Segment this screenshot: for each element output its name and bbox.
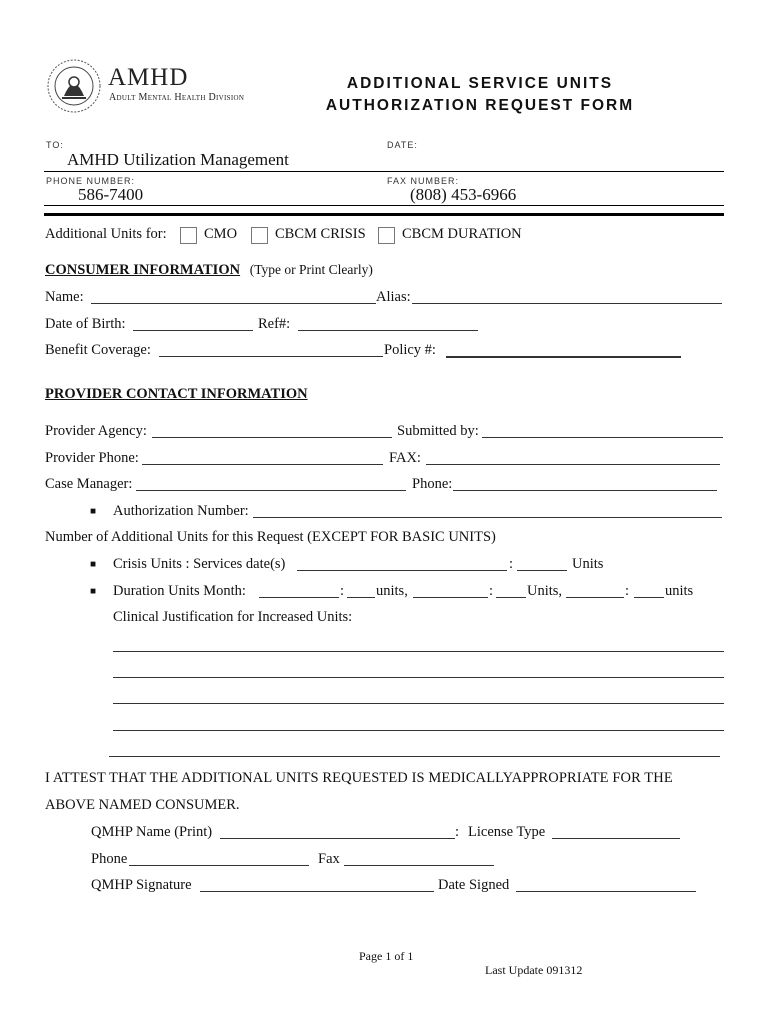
form-title-line1: ADDITIONAL SERVICE UNITS xyxy=(346,75,614,92)
case-manager-label: Case Manager: xyxy=(45,476,133,492)
divider-thick xyxy=(44,213,724,216)
qmhp-phone-label: Phone xyxy=(91,851,128,867)
cbcm-duration-checkbox[interactable] xyxy=(378,227,395,244)
provider-fax-label: FAX: xyxy=(389,450,421,466)
cmo-checkbox[interactable] xyxy=(180,227,197,244)
provider-info-heading: PROVIDER CONTACT INFORMATION xyxy=(45,386,308,402)
last-update: Last Update 091312 xyxy=(485,963,583,977)
policy-label: Policy #: xyxy=(384,342,436,358)
authorization-number-field[interactable] xyxy=(253,517,722,518)
colon: : xyxy=(455,824,460,840)
bullet-icon: ■ xyxy=(90,506,97,517)
benefit-label: Benefit Coverage: xyxy=(45,342,151,358)
logo-title: AMHD xyxy=(108,64,189,91)
date-signed-field[interactable] xyxy=(516,891,696,892)
case-manager-field[interactable] xyxy=(136,490,406,491)
to-label: TO: xyxy=(46,140,64,150)
qmhp-fax-field[interactable] xyxy=(344,865,494,866)
date-label: DATE: xyxy=(387,140,418,150)
cmo-option-label: CMO xyxy=(204,226,238,242)
crisis-units-field[interactable] xyxy=(517,570,567,571)
ref-label: Ref#: xyxy=(258,316,291,332)
form-title-line2: AUTHORIZATION REQUEST FORM xyxy=(325,97,635,114)
dob-field[interactable] xyxy=(133,330,253,331)
benefit-field[interactable] xyxy=(159,356,383,357)
duration-units-label: Duration Units Month: xyxy=(113,583,246,599)
colon: : xyxy=(489,583,494,599)
qmhp-name-field[interactable] xyxy=(220,838,455,839)
consumer-info-note: (Type or Print Clearly) xyxy=(249,262,373,277)
submitted-by-field[interactable] xyxy=(482,437,723,438)
bullet-icon: ■ xyxy=(90,559,97,570)
case-manager-phone-field[interactable] xyxy=(453,490,717,491)
fax-number-field[interactable]: (808) 453-6966 xyxy=(410,185,517,204)
qmhp-signature-field[interactable] xyxy=(200,891,434,892)
consumer-info-heading: CONSUMER INFORMATION xyxy=(45,262,241,278)
duration-month1-field[interactable] xyxy=(259,597,339,598)
bullet-icon: ■ xyxy=(90,586,97,597)
justification-line[interactable] xyxy=(113,730,724,731)
units-for-label: Additional Units for: xyxy=(45,226,167,242)
logo-subtitle: Adult Mental Health Division xyxy=(109,92,245,103)
justification-line[interactable] xyxy=(109,756,720,757)
number-of-units-label: Number of Additional Units for this Request (EXCEPT FOR BASIC UNITS) xyxy=(45,529,496,545)
form-title xyxy=(300,73,660,117)
duration-units2-field[interactable] xyxy=(496,597,526,598)
alias-field[interactable] xyxy=(412,303,722,304)
policy-field[interactable] xyxy=(446,356,681,358)
submitted-by-label: Submitted by: xyxy=(397,423,479,439)
duration-units3-field[interactable] xyxy=(634,597,664,598)
divider xyxy=(44,171,724,172)
page-number: Page 1 of 1 xyxy=(359,949,414,963)
duration-units1-field[interactable] xyxy=(347,597,375,598)
fax-number-label: FAX NUMBER: xyxy=(387,176,460,186)
crisis-dates-field[interactable] xyxy=(297,570,507,571)
colon: : xyxy=(625,583,630,599)
authorization-number-label: Authorization Number: xyxy=(113,503,249,519)
crisis-units-suffix: Units xyxy=(572,556,604,572)
attest-line1: I ATTEST THAT THE ADDITIONAL UNITS REQUESTED IS MEDICALLYAPPROPRIATE FOR THE xyxy=(45,770,673,786)
name-field[interactable] xyxy=(91,303,376,304)
duration-month2-field[interactable] xyxy=(413,597,488,598)
colon: : xyxy=(509,556,514,572)
phone-number-field[interactable]: 586-7400 xyxy=(78,185,144,204)
cbcm-crisis-option-label: CBCM CRISIS xyxy=(275,226,366,242)
justification-line[interactable] xyxy=(113,677,724,678)
duration-month3-field[interactable] xyxy=(566,597,624,598)
crisis-units-label: Crisis Units : Services date(s) xyxy=(113,556,286,572)
colon: : xyxy=(340,583,345,599)
consumer-info-section xyxy=(45,262,373,279)
divider xyxy=(44,205,724,206)
duration-units3-suffix: units xyxy=(665,583,694,599)
to-field[interactable]: AMHD Utilization Management xyxy=(67,150,289,169)
provider-fax-field[interactable] xyxy=(426,464,720,465)
alias-label: Alias: xyxy=(376,289,411,305)
date-field[interactable] xyxy=(420,150,710,168)
clinical-justification-label: Clinical Justification for Increased Units: xyxy=(113,609,353,625)
dob-label: Date of Birth: xyxy=(45,316,126,332)
license-type-label: License Type xyxy=(468,824,546,840)
date-signed-label: Date Signed xyxy=(438,877,510,893)
attest-line2: ABOVE NAMED CONSUMER. xyxy=(45,797,240,813)
cbcm-duration-option-label: CBCM DURATION xyxy=(402,226,522,242)
qmhp-phone-field[interactable] xyxy=(129,865,309,866)
name-label: Name: xyxy=(45,289,84,305)
justification-line[interactable] xyxy=(113,703,724,704)
state-seal-icon xyxy=(46,58,102,114)
case-manager-phone-label: Phone: xyxy=(412,476,453,492)
ref-field[interactable] xyxy=(298,330,478,331)
provider-phone-label: Provider Phone: xyxy=(45,450,139,466)
justification-line[interactable] xyxy=(113,651,724,652)
provider-phone-field[interactable] xyxy=(142,464,383,465)
amhd-logo xyxy=(46,58,256,114)
cbcm-crisis-checkbox[interactable] xyxy=(251,227,268,244)
phone-number-label: PHONE NUMBER: xyxy=(46,176,136,186)
duration-units2-suffix: Units, xyxy=(527,583,563,599)
license-type-field[interactable] xyxy=(552,838,680,839)
qmhp-name-label: QMHP Name (Print) xyxy=(91,824,213,840)
qmhp-signature-label: QMHP Signature xyxy=(91,877,192,893)
qmhp-fax-label: Fax xyxy=(318,851,340,867)
duration-units1-suffix: units, xyxy=(376,583,408,599)
provider-agency-field[interactable] xyxy=(152,437,392,438)
provider-agency-label: Provider Agency: xyxy=(45,423,147,439)
